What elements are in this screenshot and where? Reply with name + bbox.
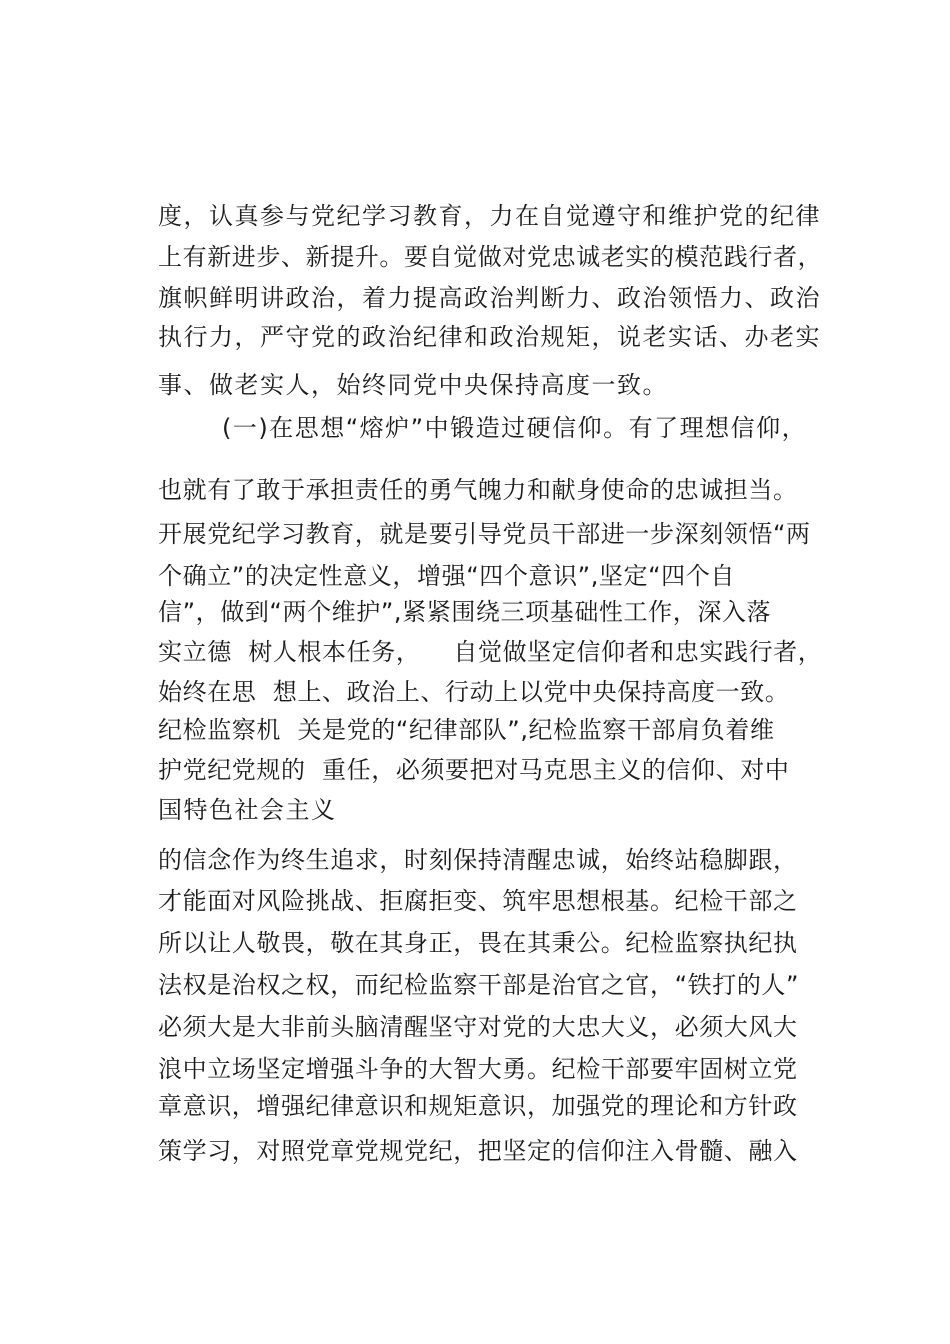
body-text-line: 策学习，对照党章党规党纪，把坚定的信仰注入骨髓、融入 <box>158 1137 798 1165</box>
body-text-line: 所以让人敬畏，敬在其身正，畏在其秉公。纪检监察执纪执 <box>158 929 798 957</box>
body-text-line: 必须大是大非前头脑清醒坚守对党的大忠大义，必须大风大 <box>158 1013 798 1041</box>
body-text-line: 始终在思 想上、政治上、行动上以党中央保持高度一致。 <box>158 678 790 706</box>
body-text-line: 个确立”的决定性意义，增强“四个意识”,坚定“四个自 <box>158 562 735 590</box>
body-text-line: 执行力，严守党的政治纪律和政治规矩，说老实话、办老实 <box>158 323 821 351</box>
body-text-line: 浪中立场坚定增强斗争的大智大勇。纪检干部要牢固树立党 <box>158 1055 798 1083</box>
body-text-line: 事、做老实人，始终同党中央保持高度一致。 <box>158 371 668 399</box>
body-text-line: 国特色社会主义 <box>158 796 337 824</box>
body-text-line: 度，认真参与党纪学习教育，力在自觉遵守和维护党的纪律 <box>158 202 821 230</box>
body-text-line: 法权是治权之权，而纪检监察干部是治官之官，“铁打的人” <box>158 971 800 999</box>
body-text-line: 护党纪党规的 重任，必须要把对马克思主义的信仰、对中 <box>158 756 790 784</box>
body-text-line: 开展党纪学习教育，就是要引导党员干部进一步深刻领悟“两 <box>158 520 811 548</box>
body-text-line: 实立德 树人根本任务， 自觉做坚定信仰者和忠实践行者， <box>158 638 823 666</box>
body-text-line: 的信念作为终生追求，时刻保持清醒忠诚，始终站稳脚跟， <box>158 846 798 874</box>
body-text-line: 旗帜鲜明讲政治，着力提高政治判断力、政治领悟力、政治 <box>158 284 821 312</box>
section-heading-line: (一)在思想“熔炉”中锻造过硬信仰。有了理想信仰， <box>222 414 808 442</box>
body-text-line: 信”，做到“两个维护”,紧紧围绕三项基础性工作，深入落 <box>158 598 772 626</box>
body-text-line: 纪检监察机 关是党的“纪律部队”,纪检监察干部肩负着维 <box>158 716 775 744</box>
body-text-line: 才能面对风险挑战、拒腐拒变、筑牢思想根基。纪检干部之 <box>158 887 798 915</box>
body-text-line: 章意识，增强纪律意识和规矩意识，加强党的理论和方针政 <box>158 1092 798 1120</box>
body-text-line: 上有新进步、新提升。要自觉做对党忠诚老实的模范践行者， <box>158 243 823 271</box>
body-text-line: 也就有了敢于承担责任的勇气魄力和献身使命的忠诚担当。 <box>158 476 798 504</box>
